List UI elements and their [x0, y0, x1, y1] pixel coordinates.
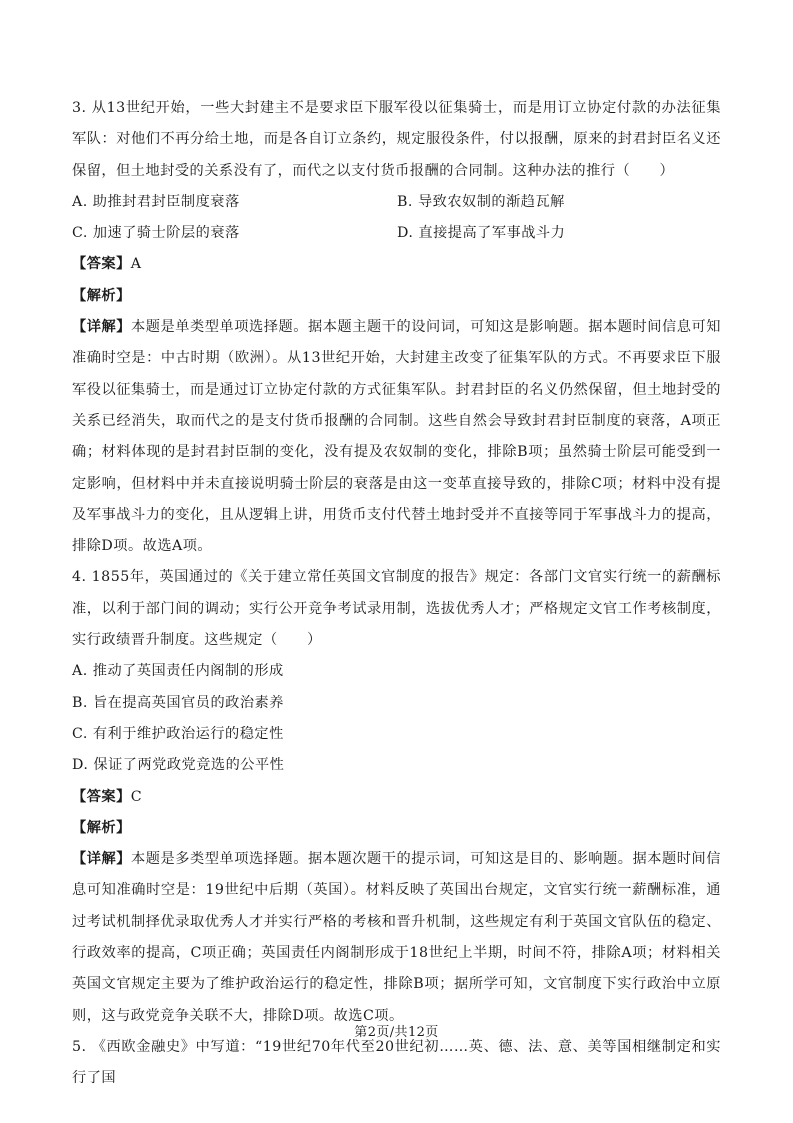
detail-tag: 【详解】 [72, 319, 132, 336]
question-5-stem: 5. 《西欧金融史》中写道：“19世纪70年代至20世纪初……英、德、法、意、美等国相继制定和实行了国 [72, 1038, 721, 1087]
question-3-answer [72, 249, 721, 280]
detail-text: 本题是单类型单项选择题。据本题主题干的设问词，可知这是影响题。据本题时间信息可知准确时空是：中古时期（欧洲）。从13世纪开始，大封建主改变了征集军队的方式。不再要求臣下服军役以征集骑士，而是通过订立协定付款的方式征集军队。封君封臣的名义仍然保留，但土地封受的关系已经消失，取而代之的是支付货币报酬的合同制。这些自然会导致封君封臣制度的衰落，A项正确；材料体现的是封君封臣制的变化，没有提及农奴制的变化，排除B项；虽然骑士阶层可能受到一定影响，但材料中并未直接说明骑士阶层的衰落是由这一变革直接导致的，排除C项；材料中没有提及军事战斗力的变化，且从逻辑上讲，用货币支付代替土地封受并不直接等同于军事战斗力的提高，排除D项。故选A项。 [72, 319, 721, 555]
question-3-option-c: C. 加速了骑士阶层的衰落 [72, 225, 240, 242]
question-3-detail [72, 312, 721, 562]
question-4-detail [72, 844, 721, 1032]
answer-value: A [130, 256, 142, 273]
question-3-option-a: A. 助推封君封臣制度衰落 [72, 193, 240, 210]
question-4-stem: 4. 1855年，英国通过的《关于建立常任英国文官制度的报告》规定：各部门文官实行统一的薪酬标准，以利于部门间的调动；实行公开竞争考试录用制，选拔优秀人才；严格规定文官工作考核制度，实行政绩晋升制度。这些规定（ ） [72, 569, 721, 649]
question-3-stem: 3. 从13世纪开始，一些大封建主不是要求臣下服军役以征集骑士，而是用订立协定付款的办法征集军队：对他们不再分给土地，而是各自订立条约，规定服役条件，付以报酬，原来的封君封臣名义还保留，但土地封受的关系没有了，而代之以支付货币报酬的合同制。这种办法的推行（ ） [72, 100, 721, 179]
question-4-option-d: D. 保证了两党政党竞选的公平性 [72, 757, 285, 774]
question-3-option-d: D. 直接提高了军事战斗力 [397, 225, 566, 242]
answer-tag: 【答案】 [72, 788, 131, 805]
analysis-tag: 【解析】 [72, 819, 131, 836]
question-4-answer [72, 782, 721, 813]
question-4-option-b: B. 旨在提高英国官员的政治素养 [72, 694, 284, 711]
question-4-option-a: A. 推动了英国责任内阁制的形成 [72, 663, 284, 680]
question-3-analysis-heading [72, 281, 721, 312]
answer-value: C [130, 788, 143, 805]
page-footer: 第2页/共12页 [354, 1025, 439, 1040]
question-3-options-row-1 [72, 187, 721, 218]
question-4-analysis-heading [72, 813, 721, 844]
question-3-option-b: B. 导致农奴制的渐趋瓦解 [397, 193, 565, 210]
document-body [72, 93, 721, 1095]
detail-tag: 【详解】 [72, 851, 132, 868]
question-4-option-c: C. 有利于维护政治运行的稳定性 [72, 725, 284, 742]
analysis-tag: 【解析】 [72, 287, 131, 304]
question-3-options-row-2 [72, 218, 721, 249]
detail-text: 本题是多类型单项选择题。据本题次题干的提示词，可知这是目的、影响题。据本题时间信息可知准确时空是：19世纪中后期（英国）。材料反映了英国出台规定，文官实行统一薪酬标准，通过考试机制择优录取优秀人才并实行严格的考核和晋升机制，这些规定有利于英国文官队伍的稳定、行政效率的提高，C项正确；英国责任内阁制形成于18世纪上半期，时间不符，排除A项；材料相关英国文官规定主要为了维护政治运行的稳定性，排除B项；据所学可知，文官制度下实行政治中立原则，这与政党竞争关联不大，排除D项。故选C项。 [72, 851, 721, 1024]
answer-tag: 【答案】 [72, 256, 131, 273]
